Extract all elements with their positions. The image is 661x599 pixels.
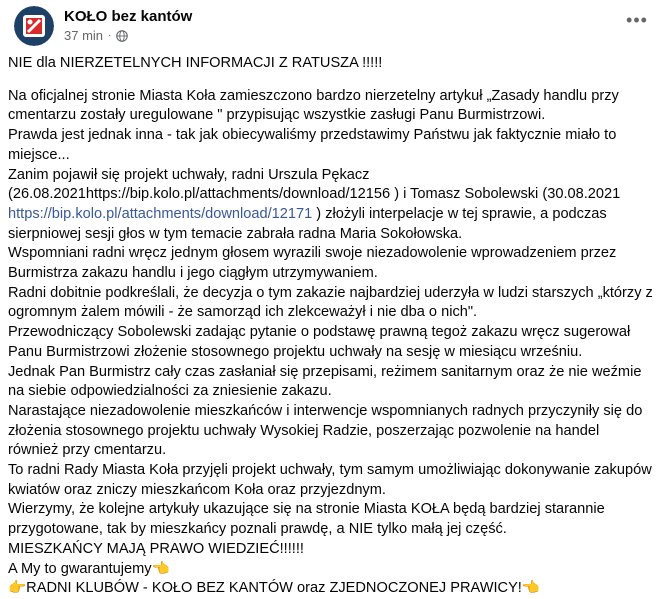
post-paragraph: Radni dobitnie podkreślali, że decyzja o tym zakazie najbardziej uderzyła w ludzi starszych „którzy z ogromnym żalem mówili - że samorząd ich zlekceważył i nie dba o nich".: [8, 284, 653, 321]
post-author[interactable]: KOŁO bez kantów: [64, 8, 193, 25]
post-paragraph: Wspomniani radni wręcz jednym głosem wyrazili swoje niezadowolenie wprowadzeniem przez Burmistrza zakazu handlu i jego ciągłym utrzymywaniem.: [8, 245, 617, 282]
post-paragraph: Na oficjalnej stronie Miasta Koła zamieszczono bardzo nierzetelny artykuł „Zasady handlu przy cmentarzu zostały uregulowane " przypisując wszystkie zasługi Panu Burmistrzowi.: [8, 87, 619, 124]
post-header: [14, 6, 654, 46]
post-paragraph: Jednak Pan Burmistrz cały czas zasłaniał się przepisami, reżimem sanitarnym oraz że nie weźmie na siebie odpowiedzialności za zniesienie zakazu.: [8, 363, 642, 400]
post-paragraph: 👉RADNI KLUBÓW - KOŁO BEZ KANTÓW oraz ZJEDNOCZONEJ PRAWICY!👈: [8, 580, 541, 597]
separator-dot: ·: [108, 30, 112, 41]
post-text-segment: ) złożyli interpelacje w tej sprawie, a podczas sierpniowej sesji głos w tym temacie zabrała radna Maria Sokołowska.: [8, 205, 607, 242]
more-options-icon[interactable]: •••: [626, 10, 648, 30]
post-paragraph: NIE dla NIERZETELNYCH INFORMACJI Z RATUSZA !!!!!: [8, 55, 383, 71]
post-paragraph: A My to gwarantujemy👈: [8, 560, 170, 577]
post-paragraph: Narastające niezadowolenie mieszkańców i interwencje wspomnianych radnych przyczyniły się do złożenia stosownego projektu uchwały Wysokiej Radzie, poszerzając pozwolenie na handel również przy cmentarzu.: [8, 402, 643, 459]
post-text: [8, 54, 653, 599]
paragraph-gap: [8, 74, 653, 87]
globe-icon[interactable]: [116, 30, 128, 42]
post-paragraph: MIESZKAŃCY MAJĄ PRAWO WIEDZIEĆ!!!!!!: [8, 540, 304, 557]
post-paragraph: Przewodniczący Sobolewski zadając pytanie o podstawę prawną tegoż zakazu wręcz sugerował Panu Burmistrzowi złożenie stosownego projektu uchwały na sesję w miesiącu wrześniu.: [8, 324, 631, 360]
post-paragraph: [8, 205, 653, 244]
post-paragraph: Zanim pojawił się projekt uchwały, radni Urszula Pękacz (26.08.2021https://bip.kolo.pl/attachments/download/12156 ) i Tomasz Sobolewski (30.08.2021: [8, 166, 621, 203]
post-time[interactable]: 37 min: [64, 28, 104, 43]
post-paragraph: Prawda jest jednak inna - tak jak obiecywaliśmy przedstawimy Państwu jak faktycznie miało to miejsce...: [8, 127, 617, 163]
logo-icon: [14, 6, 54, 46]
post-paragraph: To radni Rady Miasta Koła przyjęli projekt uchwały, tym samym umożliwiając dokonywanie zakupów kwiatów oraz zniczy mieszkańcom Koła oraz przyjezdnym.: [8, 462, 652, 498]
page-avatar[interactable]: [14, 6, 54, 46]
post-paragraph: Wierzymy, że kolejne artykuły ukazujące się na stronie Miasta KOŁA będą bardziej starannie przygotowane, tak by mieszkańcy poznali prawdę, a NIE tylko małą jej część.: [8, 501, 605, 538]
post-meta: [64, 28, 128, 43]
attachment-link[interactable]: https://bip.kolo.pl/attachments/download/12171: [8, 205, 313, 222]
